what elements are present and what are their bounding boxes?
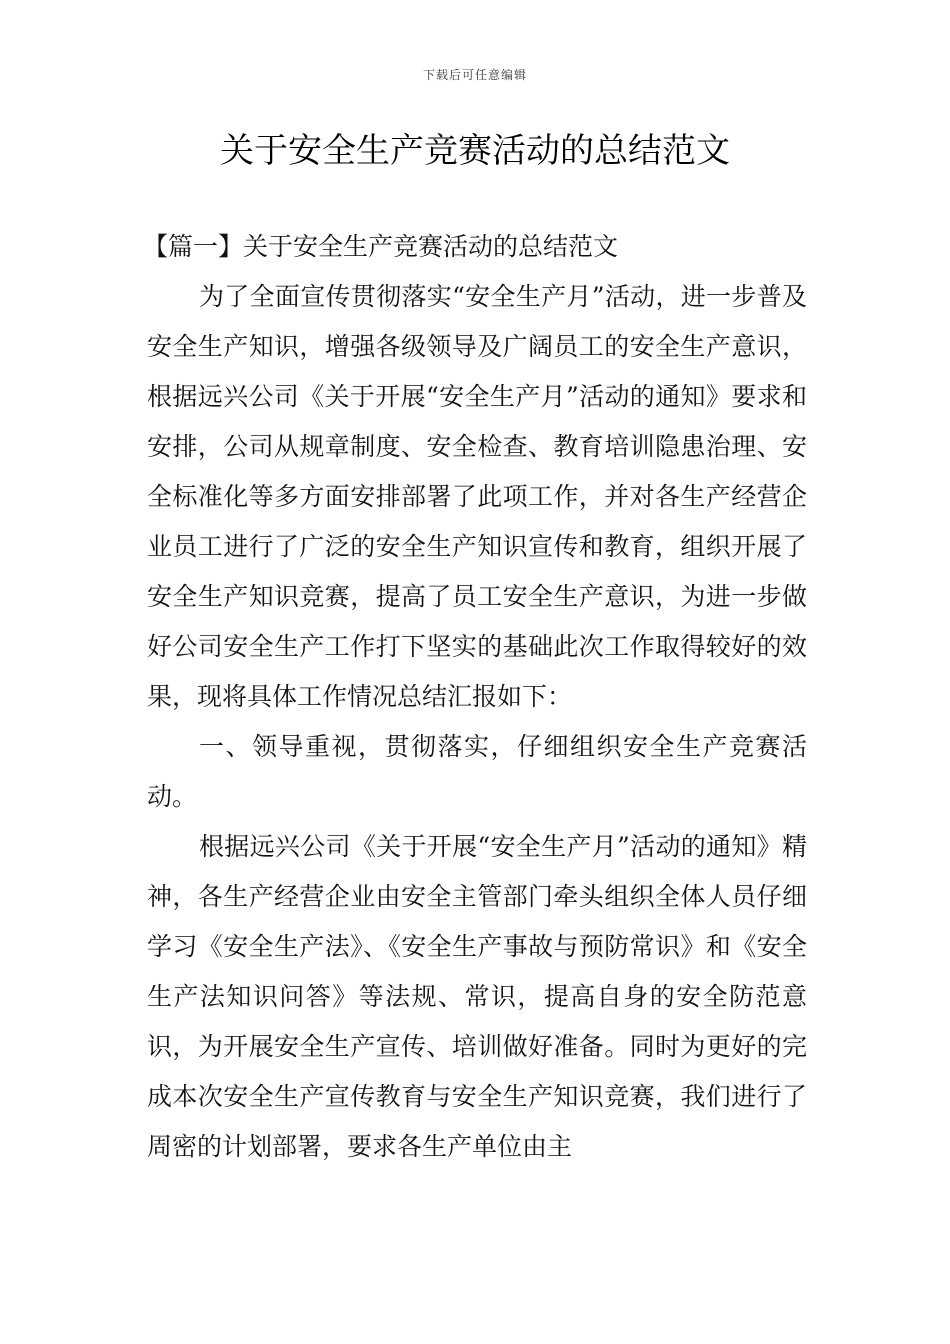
section-heading: 【篇一】关于安全生产竞赛活动的总结范文	[143, 232, 619, 261]
header-note: 下载后可任意编辑	[422, 68, 527, 82]
document-title: 关于安全生产竞赛活动的总结范文	[220, 131, 730, 171]
paragraph-details: 根据远兴公司《关于开展“安全生产月”活动的通知》精神，各生产经营企业由安全主管部门牵头组织全体人员仔细学习《安全生产法》、《安全生产事故与预防常识》和《安全生产法知识问答》等法规、常识，提高自身的安全防范意识，为开展安全生产宣传、培训做好准备。同时为更好的完成本次安全生产宣传教育与安全生产知识竞赛，我们进行了周密的计划部署，要求各生产单位由主	[147, 832, 807, 1161]
paragraph-point-one: 一、领导重视，贯彻落实，仔细组织安全生产竞赛活动。	[147, 732, 807, 811]
document-body	[143, 222, 807, 1172]
paragraph-intro: 为了全面宣传贯彻落实“安全生产月”活动，进一步普及安全生产知识，增强各级领导及广阔员工的安全生产意识，根据远兴公司《关于开展“安全生产月”活动的通知》要求和安排，公司从规章制度、安全检查、教育培训隐患治理、安全标准化等多方面安排部署了此项工作，并对各生产经营企业员工进行了广泛的安全生产知识宣传和教育，组织开展了安全生产知识竞赛，提高了员工安全生产意识，为进一步做好公司安全生产工作打下坚实的基础此次工作取得较好的效果，现将具体工作情况总结汇报如下：	[147, 282, 807, 711]
